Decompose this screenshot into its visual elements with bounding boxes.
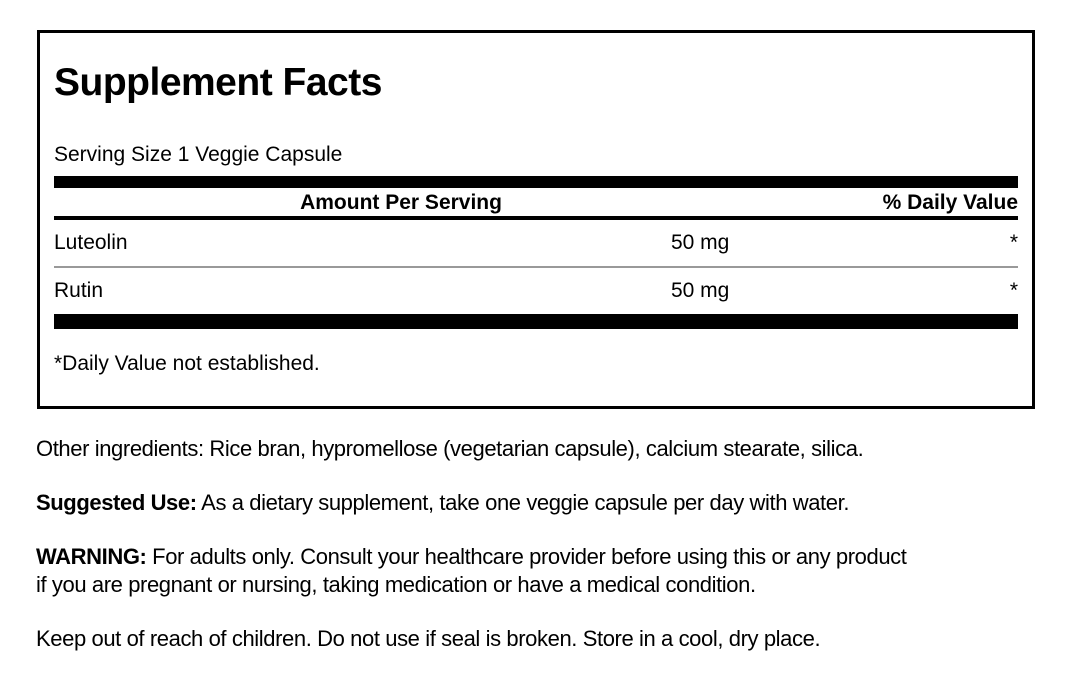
storage-text: Keep out of reach of children. Do not use if seal is broken. Store in a cool, dry place.: [36, 625, 821, 651]
suggested-use-text: [36, 489, 1028, 517]
ingredient-daily-value: *: [1009, 278, 1018, 302]
other-ingredients-text: [36, 435, 1028, 463]
daily-value-footnote: *Daily Value not established.: [54, 351, 320, 375]
other-ingredients-value: Other ingredients: Rice bran, hypromellose (vegetarian capsule), calcium stearate, silica.: [36, 435, 864, 461]
warning-line1: For adults only. Consult your healthcare provider before using this or any product: [152, 543, 907, 569]
warning-label: WARNING:: [36, 543, 147, 569]
supplement-facts-panel: [37, 30, 1035, 409]
table-row-luteolin: [54, 220, 1018, 266]
suggested-use-value: As a dietary supplement, take one veggie capsule per day with water.: [201, 489, 850, 515]
warning-text: [36, 543, 1028, 599]
ingredient-amount: 50 mg: [670, 278, 730, 302]
table-header-row: [54, 188, 1018, 220]
warning-line2: if you are pregnant or nursing, taking medication or have a medical condition.: [36, 571, 756, 597]
ingredient-name: Rutin: [54, 278, 104, 302]
supplement-label: [0, 30, 1068, 653]
suggested-use-label: Suggested Use:: [36, 489, 197, 515]
divider-thick-bottom: [54, 314, 1018, 329]
serving-size-text: Serving Size 1 Veggie Capsule: [54, 142, 343, 166]
daily-value-header: % Daily Value: [882, 190, 1018, 214]
amount-per-serving-header: Amount Per Serving: [300, 190, 502, 214]
divider-thick-top: [54, 176, 1018, 188]
ingredient-daily-value: *: [1009, 230, 1018, 254]
table-row-rutin: [54, 268, 1018, 314]
ingredient-name: Luteolin: [54, 230, 128, 254]
ingredient-amount: 50 mg: [670, 230, 730, 254]
panel-title: Supplement Facts: [54, 61, 382, 104]
